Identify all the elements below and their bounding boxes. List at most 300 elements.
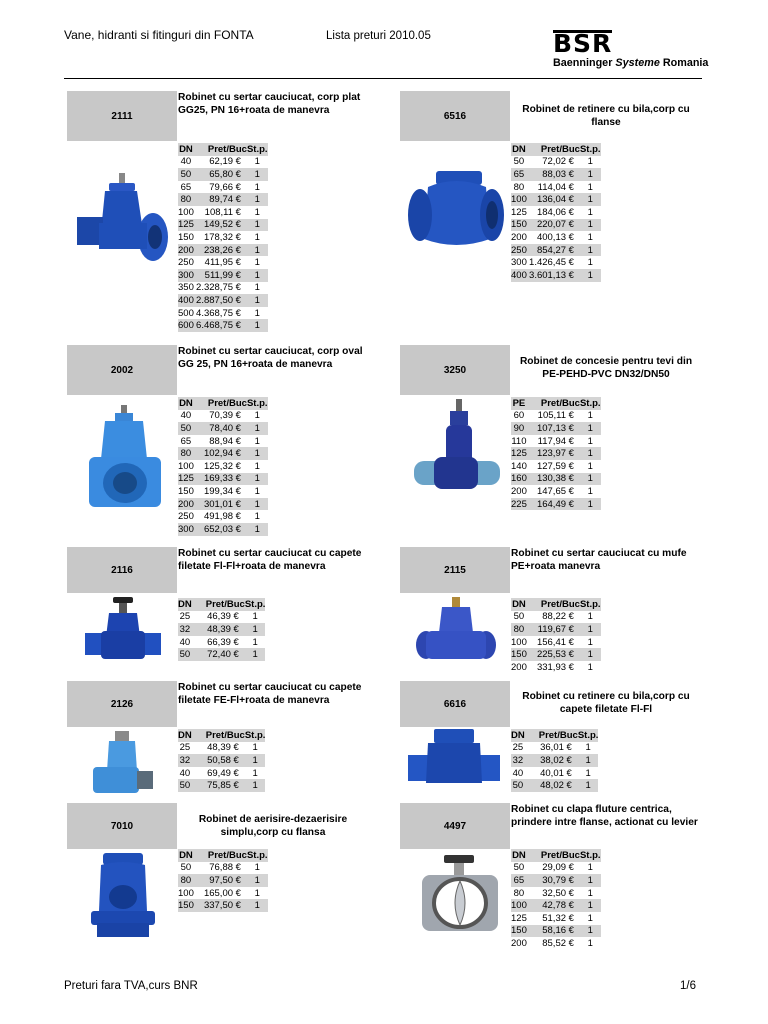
table-cell: 105,11 € xyxy=(537,410,574,422)
table-cell: 125 xyxy=(511,448,527,460)
table-cell: 1 xyxy=(587,661,593,673)
table-cell: 1 xyxy=(254,232,260,244)
table-cell: 1 xyxy=(247,244,268,257)
table-cell: 301,01 € xyxy=(194,498,247,511)
table-row xyxy=(511,874,601,887)
table-cell: 1 xyxy=(580,623,601,636)
column-header: Pret/Buc xyxy=(192,598,245,611)
table-cell: 1 xyxy=(587,862,593,874)
table-cell: 40,01 € xyxy=(540,767,572,779)
column-header: St.p. xyxy=(579,143,601,155)
table-row xyxy=(178,219,268,232)
table-row xyxy=(178,485,268,498)
table-cell: 119,67 € xyxy=(527,623,580,636)
table-cell: 1 xyxy=(247,447,268,460)
gate-valve-handwheel-icon xyxy=(75,171,171,269)
threaded-gate-valve-icon xyxy=(83,597,163,667)
table-cell: 60 xyxy=(513,410,525,422)
table-header xyxy=(511,397,601,410)
table-cell: 1 xyxy=(580,168,601,181)
column-header: DN xyxy=(178,729,192,741)
table-row xyxy=(178,181,268,194)
table-cell: 42,78 € xyxy=(527,899,580,912)
table-cell: 30,79 € xyxy=(527,874,580,887)
table-cell: 411,95 € xyxy=(204,257,241,269)
table-cell: 1 xyxy=(587,232,593,244)
table-header xyxy=(511,729,598,742)
table-cell: 854,27 € xyxy=(527,244,580,257)
table-header xyxy=(511,143,601,156)
table-cell: 1 xyxy=(245,754,266,767)
table-cell: 125 xyxy=(511,206,527,218)
bsr-logo: BSR Baenninger Systeme Romania xyxy=(553,29,709,69)
table-cell: 1 xyxy=(587,611,593,623)
table-row xyxy=(178,874,268,887)
table-cell: 65 xyxy=(511,874,527,887)
socket-gate-valve-icon xyxy=(414,597,498,667)
table-row xyxy=(511,435,601,448)
table-row xyxy=(178,231,268,244)
table-row xyxy=(178,899,268,912)
table-cell: 1 xyxy=(580,422,601,435)
table-cell: 125,32 € xyxy=(203,460,241,472)
price-table xyxy=(178,849,268,912)
table-cell: 50 xyxy=(179,649,191,661)
table-cell: 1 xyxy=(578,754,599,767)
table-cell: 1 xyxy=(247,168,268,181)
table-row xyxy=(178,862,268,875)
table-cell: 100 xyxy=(178,206,194,218)
table-cell: 1 xyxy=(580,193,601,206)
table-cell: 1 xyxy=(587,887,593,899)
table-cell: 125 xyxy=(178,473,194,485)
table-cell: 1 xyxy=(252,611,258,623)
table-row xyxy=(511,181,601,194)
table-cell: 50,58 € xyxy=(192,754,245,767)
price-table xyxy=(511,143,601,282)
column-header: Pret/Buc xyxy=(527,849,580,862)
fe-fl-gate-valve-icon xyxy=(91,731,155,797)
table-cell: 90 xyxy=(511,422,527,435)
table-cell: 25 xyxy=(179,611,191,623)
column-header: DN xyxy=(512,849,526,861)
table-cell: 65 xyxy=(180,181,192,193)
table-row xyxy=(511,623,601,636)
table-row xyxy=(511,168,601,181)
table-cell: 1 xyxy=(580,498,601,511)
table-cell: 225 xyxy=(511,498,527,510)
column-header: Pret/Buc xyxy=(192,729,245,742)
table-row xyxy=(511,485,601,498)
table-cell: 50 xyxy=(513,611,525,623)
table-row xyxy=(511,460,601,473)
price-table xyxy=(511,729,598,792)
table-cell: 80 xyxy=(178,874,194,887)
table-row xyxy=(178,256,268,269)
column-header: Pret/Buc xyxy=(525,729,578,742)
table-cell: 80 xyxy=(178,193,194,206)
price-table xyxy=(511,849,601,950)
table-cell: 150 xyxy=(511,649,527,661)
table-cell: 125 xyxy=(511,912,527,924)
table-cell: 25 xyxy=(512,742,524,754)
table-cell: 40 xyxy=(180,410,192,422)
table-row xyxy=(178,307,268,320)
table-cell: 400 xyxy=(178,295,194,307)
table-row xyxy=(178,636,265,649)
table-row xyxy=(511,648,601,661)
column-header: St.p. xyxy=(244,598,266,610)
table-cell: 200 xyxy=(178,244,194,256)
table-cell: 1 xyxy=(254,257,260,269)
table-cell: 36,01 € xyxy=(540,742,572,754)
tapping-valve-icon xyxy=(412,399,502,505)
product-name: Robinet de retinere cu bila,corp cu flanse xyxy=(522,104,690,128)
table-row xyxy=(178,156,268,169)
column-header: PE xyxy=(512,397,526,409)
column-header: St.p. xyxy=(579,598,601,610)
table-cell: 76,88 € xyxy=(209,862,241,874)
table-header xyxy=(511,598,601,611)
table-cell: 1 xyxy=(254,435,260,447)
table-cell: 1 xyxy=(580,269,601,282)
table-cell: 1 xyxy=(580,219,601,232)
table-header xyxy=(178,397,268,410)
table-row xyxy=(511,498,601,511)
table-row xyxy=(178,435,268,448)
table-cell: 1 xyxy=(247,294,268,307)
table-cell: 250 xyxy=(178,257,194,269)
table-cell: 147,65 € xyxy=(536,486,574,498)
table-cell: 1 xyxy=(587,257,593,269)
table-cell: 80 xyxy=(178,447,194,460)
table-cell: 89,74 € xyxy=(194,193,247,206)
table-cell: 1 xyxy=(252,742,258,754)
table-cell: 1 xyxy=(587,636,593,648)
table-cell: 107,13 € xyxy=(527,422,580,435)
table-cell: 300 xyxy=(178,269,194,281)
table-cell: 1 xyxy=(587,156,593,168)
table-cell: 400,13 € xyxy=(536,232,574,244)
column-header: Pret/Buc xyxy=(527,397,580,410)
column-header: St.p. xyxy=(246,849,268,861)
header-divider xyxy=(64,78,702,79)
table-cell: 140 xyxy=(511,460,527,472)
table-row xyxy=(511,269,601,282)
table-cell: 3.601,13 € xyxy=(527,269,580,282)
table-cell: 149,52 € xyxy=(194,219,247,232)
table-cell: 150 xyxy=(178,486,194,498)
table-cell: 156,41 € xyxy=(536,636,574,648)
table-cell: 200 xyxy=(511,661,527,673)
table-row xyxy=(178,447,268,460)
table-row xyxy=(178,779,265,792)
table-row xyxy=(178,269,268,282)
table-cell: 511,99 € xyxy=(194,269,247,282)
table-cell: 350 xyxy=(178,282,194,294)
product-name: Robinet cu clapa fluture centrica, prindere intre flanse, actionat cu levier xyxy=(511,804,698,828)
table-cell: 79,66 € xyxy=(209,181,241,193)
table-cell: 66,39 € xyxy=(207,636,239,648)
table-cell: 88,94 € xyxy=(209,435,241,447)
table-cell: 1 xyxy=(587,435,593,447)
table-cell: 40 xyxy=(179,636,191,648)
price-table xyxy=(178,598,265,661)
table-cell: 1 xyxy=(247,498,268,511)
table-cell: 32 xyxy=(179,624,191,636)
table-cell: 29,09 € xyxy=(542,862,574,874)
table-row xyxy=(511,244,601,257)
table-row xyxy=(511,937,601,950)
table-cell: 40 xyxy=(179,767,191,779)
table-cell: 199,34 € xyxy=(203,486,241,498)
table-cell: 40 xyxy=(180,156,192,168)
table-cell: 164,49 € xyxy=(527,498,580,511)
table-cell: 1 xyxy=(252,636,258,648)
column-header: St.p. xyxy=(246,143,268,155)
table-cell: 125 xyxy=(178,219,194,231)
table-cell: 100 xyxy=(511,636,527,648)
table-cell: 150 xyxy=(511,925,527,937)
table-cell: 200 xyxy=(511,938,527,950)
table-cell: 1 xyxy=(254,486,260,498)
table-row xyxy=(511,767,598,780)
table-header xyxy=(178,598,265,611)
table-cell: 1 xyxy=(585,742,591,754)
table-cell: 1 xyxy=(247,193,268,206)
table-cell: 1 xyxy=(580,244,601,257)
table-row xyxy=(511,661,601,674)
table-row xyxy=(178,319,268,332)
table-cell: 72,02 € xyxy=(542,156,574,168)
table-cell: 32 xyxy=(179,755,191,767)
table-cell: 1 xyxy=(254,307,260,319)
table-cell: 78,40 € xyxy=(194,422,247,435)
table-cell: 1 xyxy=(247,899,268,912)
table-cell: 150 xyxy=(511,219,527,231)
table-cell: 50 xyxy=(178,168,194,181)
table-cell: 110 xyxy=(511,435,527,447)
column-header: Pret/Buc xyxy=(194,849,247,862)
table-cell: 1 xyxy=(585,767,591,779)
table-cell: 88,22 € xyxy=(542,611,574,623)
table-cell: 652,03 € xyxy=(194,523,247,536)
column-header: DN xyxy=(178,598,192,610)
table-cell: 1 xyxy=(580,925,601,938)
table-cell: 150 xyxy=(178,232,194,244)
product-name: Robinet cu sertar cauciucat, corp plat GG25, PN 16+roata de manevra xyxy=(178,92,361,116)
column-header: St.p. xyxy=(579,849,601,861)
table-cell: 50 xyxy=(179,780,191,792)
product-name: Robinet cu sertar cauciucat, corp oval GG 25, PN 16+roata de manevra xyxy=(178,346,363,370)
table-cell: 46,39 € xyxy=(207,611,239,623)
table-cell: 117,94 € xyxy=(537,435,574,447)
table-row xyxy=(178,510,268,523)
column-header: Pret/Buc xyxy=(527,143,580,156)
product-code: 3250 xyxy=(400,345,510,395)
table-row xyxy=(178,648,265,661)
table-cell: 1 xyxy=(254,410,260,422)
table-cell: 32 xyxy=(512,755,524,767)
table-row xyxy=(511,636,601,649)
table-cell: 100 xyxy=(178,887,194,899)
table-row xyxy=(511,156,601,169)
price-list-label: Lista preturi 2010.05 xyxy=(326,30,431,42)
table-cell: 40 xyxy=(512,767,524,779)
table-cell: 1 xyxy=(254,206,260,218)
footer-note: Preturi fara TVA,curs BNR xyxy=(64,980,198,992)
table-cell: 337,50 € xyxy=(194,899,247,912)
table-row xyxy=(178,498,268,511)
column-header: St.p. xyxy=(246,397,268,409)
table-row xyxy=(511,887,601,900)
table-row xyxy=(511,447,601,460)
product-name: Robinet cu sertar cauciucat cu capete filetate Fl-Fl+roata de manevra xyxy=(178,548,362,572)
table-cell: 238,26 € xyxy=(194,244,247,257)
column-header: Pret/Buc xyxy=(527,598,580,611)
table-row xyxy=(178,460,268,473)
table-row xyxy=(511,473,601,486)
table-row xyxy=(511,256,601,269)
column-header: DN xyxy=(512,598,526,610)
table-header xyxy=(178,143,268,156)
table-cell: 300 xyxy=(511,257,527,269)
table-row xyxy=(511,779,598,792)
table-cell: 1 xyxy=(587,181,593,193)
table-cell: 225,53 € xyxy=(527,648,580,661)
table-cell: 1 xyxy=(254,282,260,294)
table-row xyxy=(178,206,268,219)
logo-main: BSR xyxy=(553,29,613,58)
column-header: DN xyxy=(179,849,193,861)
table-cell: 1 xyxy=(254,862,260,874)
table-cell: 1 xyxy=(578,779,599,792)
table-cell: 220,07 € xyxy=(527,219,580,232)
table-cell: 1 xyxy=(587,938,593,950)
table-row xyxy=(178,244,268,257)
table-row xyxy=(511,219,601,232)
table-row xyxy=(178,410,268,423)
table-cell: 48,39 € xyxy=(207,742,239,754)
price-table xyxy=(511,397,601,510)
table-cell: 1 xyxy=(245,779,266,792)
table-cell: 50 xyxy=(513,156,525,168)
table-row xyxy=(511,742,598,755)
table-cell: 1 xyxy=(587,460,593,472)
table-cell: 102,94 € xyxy=(194,447,247,460)
price-table xyxy=(178,729,265,792)
table-row xyxy=(178,611,265,624)
table-cell: 32,50 € xyxy=(542,887,574,899)
product-code: 2111 xyxy=(67,91,177,141)
table-cell: 4.368,75 € xyxy=(196,307,241,319)
table-header xyxy=(178,849,268,862)
table-row xyxy=(511,611,601,624)
price-table xyxy=(178,397,268,536)
table-row xyxy=(511,193,601,206)
table-row xyxy=(178,887,268,900)
table-cell: 1 xyxy=(252,767,258,779)
table-row xyxy=(178,294,268,307)
table-cell: 127,59 € xyxy=(536,460,574,472)
table-cell: 1 xyxy=(580,648,601,661)
table-cell: 200 xyxy=(511,232,527,244)
table-cell: 491,98 € xyxy=(203,511,241,523)
table-row xyxy=(178,422,268,435)
table-cell: 1 xyxy=(247,874,268,887)
table-cell: 38,02 € xyxy=(525,754,578,767)
air-release-valve-icon xyxy=(87,853,159,939)
table-cell: 1 xyxy=(580,473,601,486)
table-cell: 72,40 € xyxy=(192,648,245,661)
table-row xyxy=(511,754,598,767)
table-cell: 51,32 € xyxy=(542,912,574,924)
table-cell: 100 xyxy=(178,460,194,472)
table-cell: 136,04 € xyxy=(527,193,580,206)
table-row xyxy=(178,523,268,536)
table-cell: 70,39 € xyxy=(209,410,241,422)
table-cell: 88,03 € xyxy=(527,168,580,181)
butterfly-valve-icon xyxy=(418,855,502,935)
table-cell: 1 xyxy=(587,410,593,422)
threaded-check-valve-icon xyxy=(406,729,502,789)
table-cell: 400 xyxy=(511,269,527,281)
table-cell: 62,19 € xyxy=(209,156,241,168)
table-cell: 1 xyxy=(254,460,260,472)
table-cell: 48,02 € xyxy=(525,779,578,792)
table-cell: 165,00 € xyxy=(203,887,241,899)
table-cell: 58,16 € xyxy=(527,925,580,938)
table-row xyxy=(178,168,268,181)
table-cell: 50 xyxy=(178,422,194,435)
table-cell: 1 xyxy=(587,206,593,218)
table-cell: 130,38 € xyxy=(527,473,580,486)
table-cell: 48,39 € xyxy=(192,623,245,636)
product-code: 6616 xyxy=(400,681,510,727)
column-header: St.p. xyxy=(577,729,599,741)
price-table xyxy=(511,598,601,674)
table-cell: 1 xyxy=(254,156,260,168)
table-cell: 2.887,50 € xyxy=(194,294,247,307)
table-row xyxy=(178,193,268,206)
table-cell: 184,06 € xyxy=(536,206,574,218)
table-row xyxy=(178,754,265,767)
table-cell: 80 xyxy=(513,181,525,193)
column-header: St.p. xyxy=(579,397,601,409)
table-cell: 1 xyxy=(247,269,268,282)
table-header xyxy=(511,849,601,862)
table-row xyxy=(511,912,601,925)
table-cell: 108,11 € xyxy=(204,206,241,218)
table-cell: 178,32 € xyxy=(203,232,241,244)
table-cell: 1 xyxy=(247,473,268,486)
table-cell: 160 xyxy=(511,473,527,485)
price-table xyxy=(178,143,268,332)
table-cell: 1 xyxy=(247,422,268,435)
table-cell: 1 xyxy=(247,523,268,536)
table-cell: 150 xyxy=(178,900,194,912)
table-cell: 50 xyxy=(513,862,525,874)
table-cell: 1 xyxy=(254,511,260,523)
table-cell: 6.468,75 € xyxy=(194,319,247,332)
product-code: 2115 xyxy=(400,547,510,593)
table-cell: 100 xyxy=(511,194,527,206)
table-cell: 2.328,75 € xyxy=(196,282,241,294)
table-header xyxy=(178,729,265,742)
table-row xyxy=(511,925,601,938)
table-cell: 600 xyxy=(178,320,194,332)
table-cell: 1 xyxy=(580,874,601,887)
